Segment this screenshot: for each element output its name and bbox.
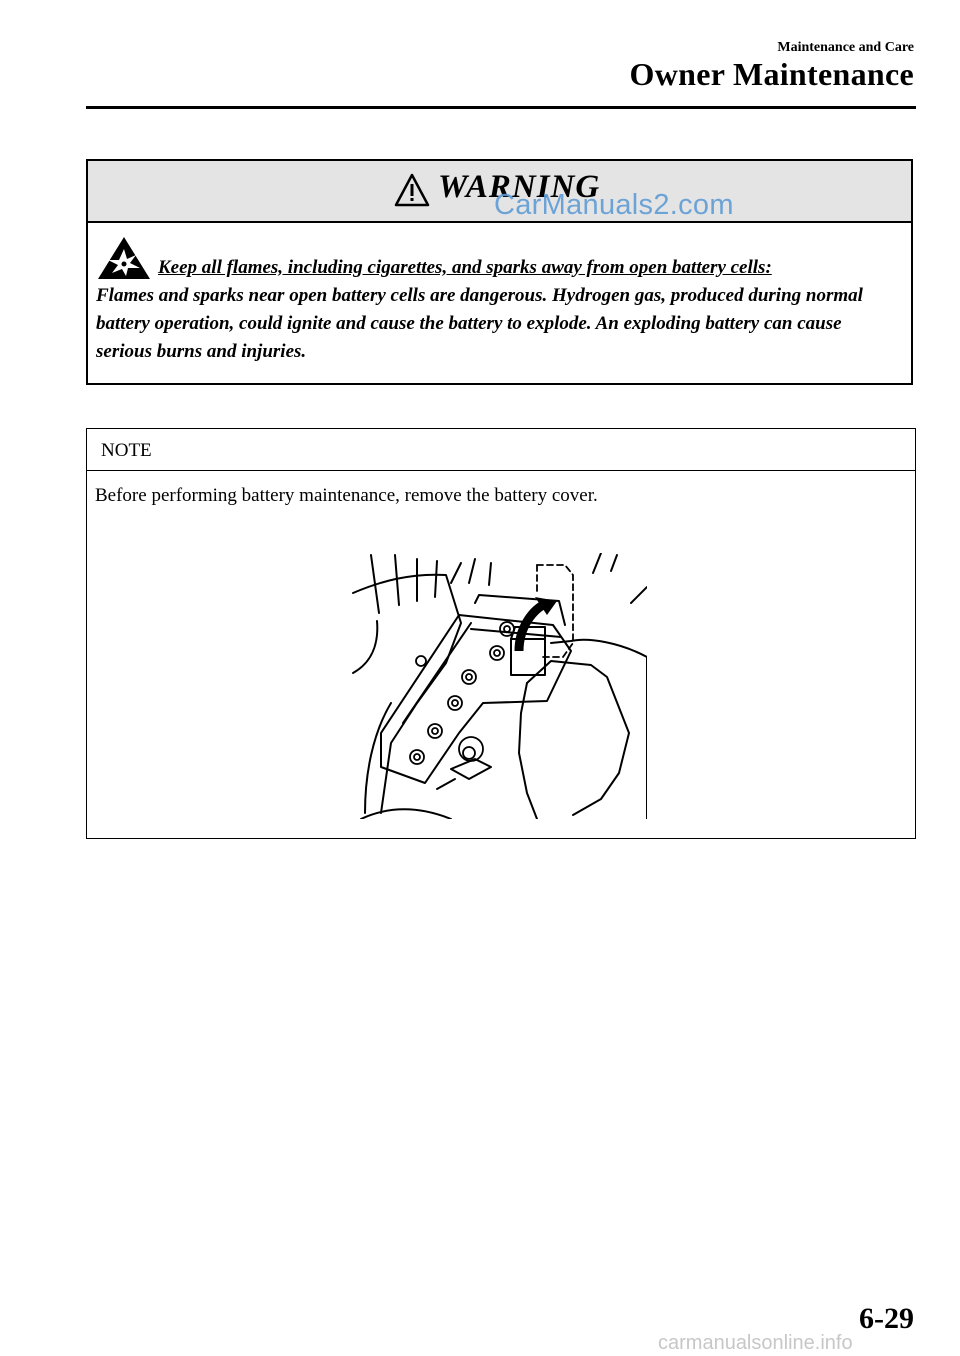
header-rule	[86, 106, 916, 109]
note-header	[87, 429, 915, 471]
warning-text: Flames and sparks near open battery cells are dangerous. Hydrogen gas, produced during normal battery operation, could ignite and cause the battery to explode. An exploding battery can cause serious burns and injuries.	[96, 285, 863, 362]
note-label: NOTE	[101, 440, 152, 461]
footer-watermark: carmanualsonline.info	[658, 1332, 853, 1354]
warning-box	[86, 159, 913, 385]
warning-header	[88, 161, 911, 223]
note-box	[86, 428, 916, 839]
section-title: Maintenance and Care	[777, 40, 914, 55]
note-text: Before performing battery maintenance, remove the battery cover.	[95, 485, 598, 506]
warning-triangle-icon	[394, 173, 430, 207]
warning-label: WARNING	[438, 169, 601, 205]
page-number: 6-29	[859, 1302, 914, 1335]
battery-cover-illustration	[351, 553, 647, 819]
watermark: CarManuals2.com	[494, 189, 734, 221]
page-title: Owner Maintenance	[629, 56, 914, 92]
warning-body	[96, 235, 897, 366]
warning-lead: Keep all flames, including cigarettes, and sparks away from open battery cells:	[158, 257, 772, 278]
explosion-hazard-icon	[96, 235, 152, 281]
